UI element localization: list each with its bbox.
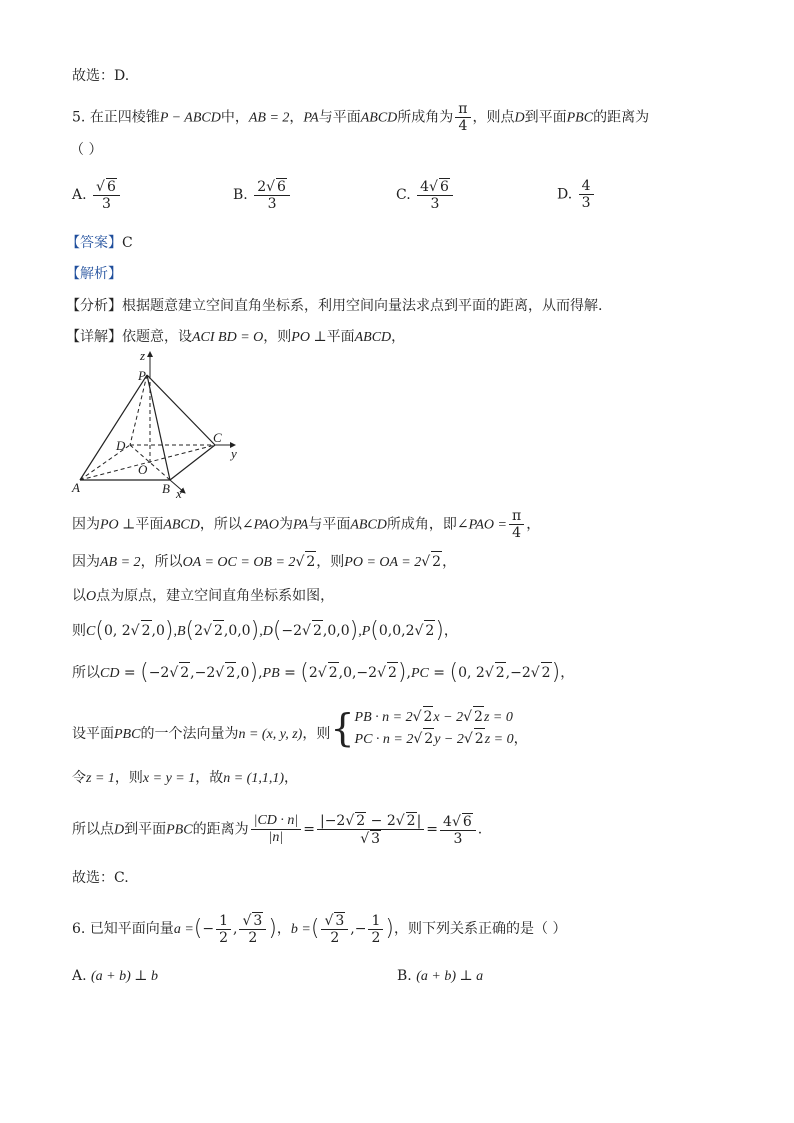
l2-t2: ，所以 — [140, 554, 183, 570]
answer-value: C — [122, 235, 133, 251]
q6-b-n2: 1 — [368, 913, 383, 930]
q6-number: 6. — [72, 921, 86, 937]
label-a: A — [72, 480, 80, 495]
xj-ac: AC — [192, 330, 210, 345]
q5-angle — [455, 101, 470, 134]
l5-cd-m: ,−2 — [190, 665, 216, 681]
q6-b-r: 3 — [335, 913, 345, 929]
xj-abcd: ABCD — [354, 330, 392, 345]
q6-option-a[interactable] — [72, 966, 158, 987]
l4-b-v2: ,0,0 — [223, 623, 251, 639]
q6-b-frac1 — [321, 912, 348, 946]
option-coef: 4 — [420, 179, 430, 195]
edge-bc — [170, 445, 215, 480]
l1-t4: ，所以 — [199, 516, 242, 533]
l7-t0: 令 — [72, 770, 86, 786]
l8-t0: 所以点 — [72, 821, 114, 838]
l7-z: z = 1 — [86, 771, 115, 786]
l4-p-rad: 2 — [424, 620, 435, 641]
l5-pc-v: 0, 2 — [458, 665, 485, 681]
option-denominator: 3 — [581, 195, 591, 211]
label-b: B — [162, 481, 170, 496]
solution-line-3 — [72, 586, 334, 607]
l8-num2-r2: 2 — [406, 813, 416, 829]
l2-po: PO = OA = 2 — [344, 555, 422, 570]
xj-text-8: ， — [391, 329, 406, 345]
label-d: D — [116, 438, 126, 453]
q5-text-c: ， — [289, 109, 304, 126]
l1-pa: PA — [293, 517, 309, 533]
l1-t2: 平面 — [135, 516, 164, 533]
q6-opt-a-label: A. — [72, 968, 87, 984]
q6-t1: ， — [276, 921, 291, 937]
q5-pbc: PBC — [566, 110, 594, 126]
solution-line-2: 因为AB = 2，所以OA = OC = OB = 2√ 2，则PO = OA = 2√ 2， — [72, 551, 456, 573]
l4-b-rad: 2 — [213, 620, 224, 641]
l4-d: ,D — [259, 624, 273, 639]
l8-den2-r: 3 — [371, 831, 381, 847]
l8-frac1-den: |n| — [268, 830, 284, 845]
answer-line — [66, 233, 133, 253]
q6-b-frac2 — [368, 913, 383, 946]
l5-pc-r1: 2 — [495, 662, 506, 683]
l1-frac — [509, 508, 524, 541]
l8-t1: 到平面 — [124, 821, 167, 838]
l5-cd-v: −2 — [148, 665, 170, 681]
analysis-label: 【解析】 — [66, 266, 122, 282]
l2-rad2: 2 — [431, 551, 442, 572]
q6-b-d2: 2 — [371, 929, 381, 946]
q5-ab: AB = 2 — [248, 110, 290, 126]
option-numerator: 2√ 6 — [254, 178, 290, 196]
l1-frac-den: 4 — [512, 525, 522, 541]
l8-frac1 — [251, 813, 302, 846]
l7-t1: ，则 — [114, 770, 143, 786]
l2-ab: AB = 2 — [100, 555, 141, 570]
option-denominator: 3 — [267, 196, 277, 212]
l8-pbc: PBC — [166, 822, 193, 838]
l4-c-val: 0, 2 — [103, 623, 131, 639]
l5-pb-r1: 2 — [328, 662, 339, 683]
l4-d-v1: −2 — [281, 623, 303, 639]
l6-eq1: PB · n = 2√ 2x − 2√ 2z = 0 — [355, 706, 528, 728]
l5-pb-m: ,0,−2 — [338, 665, 378, 681]
l3-t2: 点为原点，建立空间直角坐标系如图， — [96, 588, 335, 604]
q6-a-d2: 2 — [248, 930, 258, 946]
solution-line-4: 则C(0, 2√ 2,0),B(2√ 2,0,0),D(−2√ 2,0,0),P(0,0,2√ 2)， — [72, 618, 458, 643]
conclusion: 故选：C. — [72, 870, 129, 886]
q5-stem — [72, 101, 649, 134]
l4-p-v1: 0,0,2 — [378, 623, 415, 639]
option-denominator: 3 — [101, 196, 111, 212]
l2-t8: ， — [442, 554, 457, 570]
l5-cd-e: ,0 — [236, 665, 250, 681]
l6-e2-a: PC · n = 2 — [354, 732, 414, 747]
edge-pc — [147, 375, 215, 445]
q6-stem: 6. 已知平面向量a =(− $\frac{1}{2}$ , $\frac{√ 3}{2}$ )，b =( $\frac{√ 3}{2}$ ,− $\frac{1}{2}$ )，则下列关系正确的是（ ） — [72, 912, 567, 946]
xj-po: PO ⊥ — [291, 330, 327, 345]
l1-t8: 与平面 — [308, 516, 351, 533]
q6-a-n1: 1 — [216, 913, 231, 930]
solution-line-5: 所以CD = (−2√ 2,−2√ 2,0),PB = (2√ 2,0,−2√ 2),PC = (0, 2√ 2,−2√ 2)， — [72, 660, 575, 685]
q6-opt-a-text: (a + b) ⊥ b — [91, 969, 158, 984]
l6-e1-c: z = 0 — [483, 710, 513, 725]
solution-line-1 — [72, 508, 540, 541]
q6-a: a = — [173, 922, 194, 937]
l1-t10: 所成角，即 — [386, 516, 457, 533]
q6-opt-b-label: B. — [397, 968, 412, 984]
option-numerator: √ 6 — [93, 178, 120, 196]
l6-e2-r2: 2 — [474, 728, 485, 749]
l4-tail: ， — [443, 623, 458, 639]
l3-o: O — [86, 589, 97, 604]
l1-t0: 因为 — [72, 516, 100, 533]
q5-d: D — [514, 110, 525, 126]
l6-system — [355, 706, 528, 750]
label-z: z — [140, 350, 146, 363]
l8-d: D — [114, 822, 125, 838]
l4-t0: 则 — [72, 623, 86, 639]
l8-frac2 — [317, 812, 424, 847]
option-radicand: 6 — [439, 179, 449, 195]
l4-c-end: ,0 — [151, 623, 165, 639]
l8-frac3-num: 4√ 6 — [440, 813, 476, 831]
l5-pb-r2: 2 — [387, 662, 398, 683]
l8-res-r: 6 — [462, 813, 472, 830]
l8-frac2-num: |−2√ 2 − 2√ 2| — [317, 812, 424, 830]
solution-line-6: 设平面PBC的一个法向量为n = (x, y, z)，则{ PB · n = 2√ 2x − 2√ 2z = 0 PC · n = 2√ 2y − 2√ 2z = 0， — [72, 706, 528, 750]
l4-d-v2: ,0,0 — [322, 623, 350, 639]
l6-e1-r2: 2 — [473, 706, 484, 727]
q5-angle-den: 4 — [458, 118, 468, 134]
q6-t0: 已知平面向量 — [89, 921, 174, 937]
diag-ac — [80, 445, 215, 480]
l8-frac2-den: √ 3 — [360, 831, 381, 847]
l5-t0: 所以 — [72, 665, 100, 681]
prev-conclusion: 故选：D. — [72, 68, 130, 84]
l3-t0: 以 — [72, 588, 86, 604]
l8-den1: n — [272, 830, 280, 845]
l5-pc: PC — [410, 666, 429, 681]
l7-n: n = (1,1,1) — [223, 771, 285, 786]
l5-pb-v: 2 — [308, 665, 318, 681]
q5-pyramid: P − ABCD — [159, 110, 221, 126]
l4-b-v1: 2 — [194, 623, 204, 639]
l8-tail: . — [477, 821, 483, 838]
l4-b: ,B — [173, 624, 186, 639]
l8-eq2: = — [426, 821, 439, 838]
l6-pbc: PBC — [114, 727, 141, 742]
solution-line-7 — [72, 768, 298, 789]
l6-n: n = (x, y, z) — [238, 727, 303, 742]
l8-res-c: 4 — [443, 813, 452, 830]
l1-t14: ， — [526, 516, 541, 533]
l8-num1: CD · n — [257, 813, 295, 828]
pyramid-figure — [70, 350, 260, 500]
l6-e1-b: x − 2 — [433, 710, 464, 725]
l2-t5: ，则 — [316, 554, 345, 570]
l6-e2-b: y − 2 — [434, 732, 464, 747]
l1-abcd2: ABCD — [350, 517, 387, 533]
q5-text-h: 的距离为 — [593, 109, 650, 126]
option-fraction — [579, 178, 594, 211]
xj-bd: I BD = O — [209, 330, 264, 345]
q5-angle-num: π — [455, 101, 470, 118]
option-fraction — [417, 178, 453, 212]
l6-t2: ，则 — [302, 726, 331, 742]
option-label: A. — [72, 187, 87, 203]
l1-po: PO ⊥ — [100, 517, 136, 533]
l2-t0: 因为 — [72, 554, 100, 570]
xj-text-1: 依题意，设 — [122, 329, 192, 345]
q5-text-f: ，则点 — [472, 109, 515, 126]
xj-text-6: 平面 — [326, 329, 355, 345]
l1-t6: 为 — [279, 516, 294, 533]
label-o: O — [138, 462, 148, 477]
l8-t2: 的距离为 — [192, 821, 249, 838]
q5-text-b: 中， — [220, 109, 249, 126]
q5-number: 5. — [72, 109, 86, 126]
l8-num2-r1: 2 — [356, 813, 366, 829]
l8-res-den: 3 — [453, 830, 463, 847]
l4-c: C — [86, 624, 96, 639]
q6-t2: ，则下列关系正确的是（ ） — [394, 921, 567, 937]
edge-pa — [80, 375, 147, 480]
q6-a-num2: √ 3 — [239, 912, 266, 930]
l4-d-rad: 2 — [312, 620, 323, 641]
l6-tail: ， — [513, 731, 528, 747]
edge-pd — [130, 375, 147, 445]
q5-text-d: 与平面 — [318, 109, 361, 126]
fenxi-line — [66, 296, 602, 316]
analysis-tag — [66, 264, 122, 284]
xiangjie-tag: 【详解】 — [66, 329, 122, 345]
l2-oa: OA = OC = OB = 2 — [182, 555, 296, 570]
q6-b-num1: √ 3 — [321, 912, 348, 930]
q5-option-b[interactable] — [233, 178, 292, 212]
l1-pao-eq: ∠PAO = — [456, 517, 507, 533]
xiangjie-line — [66, 327, 405, 348]
q6-b: b = — [290, 922, 311, 937]
l1-abcd: ABCD — [163, 517, 200, 533]
l5-pc-r2: 2 — [541, 662, 552, 683]
q5-text-a: 在正四棱锥 — [89, 109, 160, 126]
q5-text-g: 到平面 — [524, 109, 567, 126]
l8-num2-a: −2 — [324, 813, 346, 829]
l6-e2-c: z = 0 — [484, 732, 514, 747]
l8-frac1-num: |CD · n| — [251, 813, 302, 830]
q6-option-b[interactable] — [397, 966, 483, 987]
l6-eq2: PC · n = 2√ 2y − 2√ 2z = 0， — [355, 728, 528, 750]
q5-option-c[interactable] — [396, 178, 455, 212]
q6-a-r: 3 — [253, 913, 263, 929]
l4-c-rad: 2 — [141, 620, 152, 641]
q5-option-d[interactable] — [557, 178, 596, 211]
l6-lead — [72, 726, 330, 742]
l5-cd: CD — [100, 666, 120, 681]
l7-t2: ，故 — [195, 770, 224, 786]
option-label: C. — [396, 187, 411, 203]
label-y: y — [231, 446, 237, 461]
l6-e1-a: PB · n = 2 — [354, 710, 413, 725]
option-coef: 2 — [257, 179, 267, 195]
l8-num2-b: − 2 — [366, 813, 396, 829]
option-label: B. — [233, 187, 248, 203]
xj-text-4: ，则 — [263, 329, 292, 345]
option-numerator: 4 — [579, 178, 594, 195]
l7-tail: ， — [284, 770, 299, 786]
q6-a-frac1 — [216, 913, 231, 946]
answer-tag: 【答案】 — [66, 235, 122, 251]
fenxi-tag: 【分析】 — [66, 298, 122, 314]
q5-abcd: ABCD — [360, 110, 398, 126]
l1-pao: ∠PAO — [241, 517, 280, 533]
option-radicand: 6 — [277, 179, 286, 195]
l5-pc-m: ,−2 — [505, 665, 531, 681]
l8-eq: = — [303, 821, 315, 838]
l6-e2-r1: 2 — [423, 728, 434, 749]
option-label: D. — [557, 186, 573, 203]
l5-tail: ， — [560, 665, 575, 681]
option-radicand: 6 — [106, 179, 116, 195]
l7-xy: x = y = 1 — [142, 771, 196, 786]
option-denominator: 3 — [430, 196, 440, 212]
l8-frac3 — [440, 813, 476, 847]
l6-e1-r1: 2 — [423, 706, 434, 727]
l5-cd-r1: 2 — [179, 662, 190, 683]
l1-frac-num: π — [509, 508, 524, 525]
label-c: C — [213, 430, 222, 445]
option-numerator: 4√ 6 — [417, 178, 453, 196]
option-fraction — [254, 178, 290, 212]
option-fraction — [93, 178, 120, 212]
l5-cd-r2: 2 — [225, 662, 236, 683]
label-x: x — [176, 486, 182, 500]
q5-pa: PA — [303, 110, 319, 126]
q6-a-d1: 2 — [219, 929, 229, 946]
l6-t0: 设平面 — [72, 726, 114, 742]
q6-b-d1: 2 — [330, 930, 340, 946]
q6-a-frac2 — [239, 912, 266, 946]
solution-line-8 — [72, 812, 482, 847]
l6-t1: 的一个法向量为 — [140, 726, 239, 742]
q5-option-a[interactable] — [72, 178, 122, 212]
fenxi-text: 根据题意建立空间直角坐标系，利用空间向量法求点到平面的距离，从而得解. — [122, 298, 603, 314]
q5-blank: （ ） — [70, 142, 103, 158]
l4-p: ,P — [358, 624, 371, 639]
q5-text-e: 所成角为 — [397, 109, 454, 126]
q6-opt-b-text: (a + b) ⊥ a — [416, 969, 484, 984]
label-p: P — [138, 368, 146, 383]
l5-pb: PB — [262, 666, 280, 681]
l2-rad1: 2 — [305, 551, 316, 572]
